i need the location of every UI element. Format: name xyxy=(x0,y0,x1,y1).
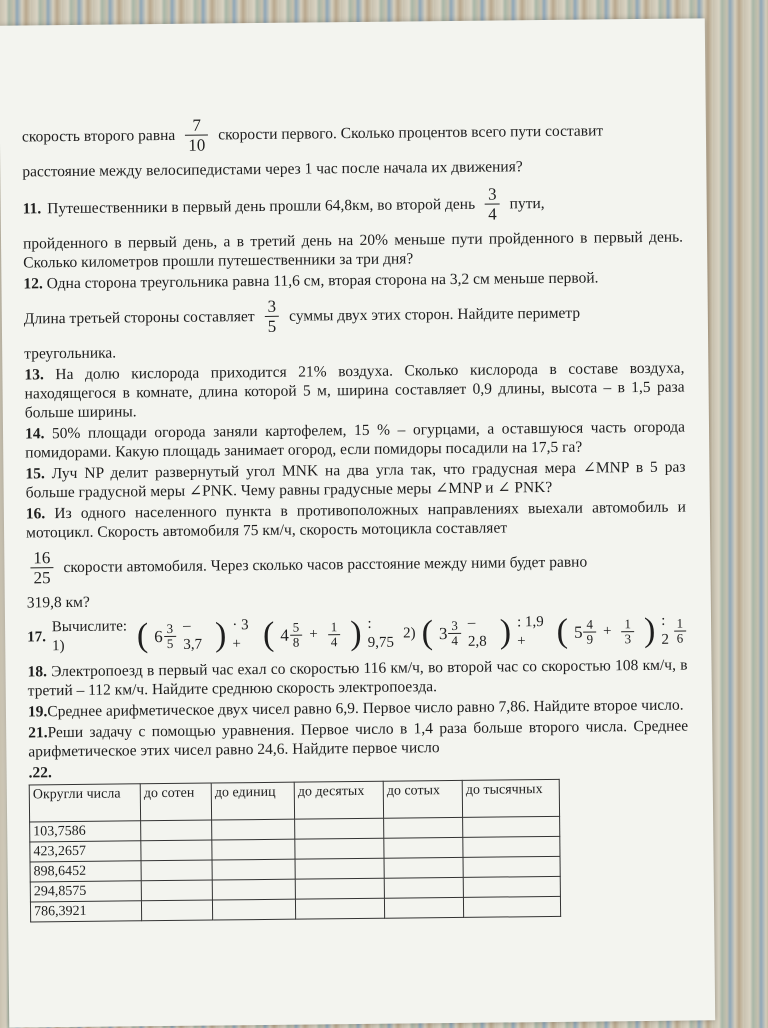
expr-term: – 3,7 xyxy=(182,617,203,653)
problem-text: суммы двух этих сторон. Найдите периметр xyxy=(289,304,581,325)
denominator: 4 xyxy=(330,633,338,649)
problem-text: Среднее арифметическое двух чисел равно 6,9. Первое число равно 7,86. Найдите второе число. xyxy=(47,696,684,721)
problem-22 xyxy=(28,757,688,783)
fraction xyxy=(448,618,461,647)
table-cell-empty xyxy=(295,878,384,899)
table-cell-empty xyxy=(384,817,463,838)
table-cell-empty xyxy=(463,896,560,917)
table-cell-empty xyxy=(295,858,384,879)
problem-17 xyxy=(27,612,687,657)
problem-text: Луч NP делит развернутый угол MNK на два угла так, что градусная мера ∠MNP в 5 раз больше градусной меры ∠PNK. Чему равны градусные меры ∠MNP и ∠ PNK? xyxy=(25,458,686,502)
left-paren: ( xyxy=(262,615,275,653)
numerator: 3 xyxy=(485,184,500,204)
fraction xyxy=(583,617,596,646)
table-cell-empty xyxy=(212,859,295,880)
table-header-cell: до десятых xyxy=(294,781,383,819)
left-paren: ( xyxy=(136,617,149,655)
table-cell-empty xyxy=(463,816,560,837)
numerator: 5 xyxy=(290,620,303,635)
whole-part: 6 xyxy=(154,626,163,646)
problem-text: Из одного населенного пункта в противоположных направлениях выехали автомобиль и мотоцикл. Скорость автомобиля 75 км/ч, скорость мотоцикла составляет xyxy=(25,498,686,542)
table-cell-empty xyxy=(141,880,212,901)
numerator: 3 xyxy=(164,621,177,636)
table-cell-number: 898,6452 xyxy=(30,861,141,882)
fraction xyxy=(328,620,341,649)
problem-10-continuation xyxy=(22,111,682,157)
worksheet-content xyxy=(22,105,690,923)
problem-label: 2) xyxy=(403,624,416,642)
table-cell-empty xyxy=(463,876,560,897)
fraction xyxy=(673,616,686,645)
right-paren: ) xyxy=(643,611,656,649)
table-header-cell: до сотых xyxy=(383,780,462,818)
numerator: 1 xyxy=(328,620,341,635)
denominator: 5 xyxy=(267,316,277,336)
mixed-number xyxy=(154,621,177,650)
problem-text: скорость второго равна xyxy=(21,126,176,146)
problem-12-line-2 xyxy=(24,293,684,339)
table-cell-number: 103,7586 xyxy=(30,821,141,842)
whole-part: 5 xyxy=(573,622,583,642)
table-cell-empty xyxy=(212,819,295,840)
mixed-number xyxy=(439,618,462,647)
table-cell-empty xyxy=(384,857,463,878)
numerator: 16 xyxy=(30,548,53,568)
problem-number: 18. xyxy=(27,663,48,681)
table-cell-empty xyxy=(463,836,560,857)
problem-text: скорости первого. Сколько процентов всего пути составит xyxy=(218,122,604,144)
problem-16 xyxy=(26,498,686,543)
denominator: 10 xyxy=(188,135,206,155)
table-header-cell: до единиц xyxy=(211,782,294,820)
table-cell-empty xyxy=(384,877,463,898)
denominator: 5 xyxy=(166,635,174,651)
problem-text: расстояние между велосипедистами через 1 час после начала их движения? xyxy=(22,158,523,181)
problem-text: Электропоезд в первый час ехал со скоростью 116 км/ч, во второй час со скоростью 108 км/ч, в третий – 112 км/ч. Найдите среднюю скорость электропоезда. xyxy=(27,656,688,700)
fraction xyxy=(621,617,634,646)
problem-21 xyxy=(28,717,688,762)
mixed-number xyxy=(661,612,687,650)
problem-number: 17. xyxy=(27,628,47,645)
paper-sheet xyxy=(0,18,715,1027)
table-cell-empty xyxy=(295,838,384,859)
problem-13 xyxy=(24,359,685,423)
problem-text: Одна сторона треугольника равна 11,6 см, вторая сторона на 3,2 см меньше первой. xyxy=(46,269,599,293)
table-cell-empty xyxy=(141,860,212,881)
fraction xyxy=(485,184,500,223)
problem-text: Путешественники в первый день прошли 64,8км, во второй день xyxy=(47,195,476,218)
table-cell-empty xyxy=(141,900,212,921)
table-cell-empty xyxy=(295,898,384,919)
table-cell-empty xyxy=(463,856,560,877)
problem-18 xyxy=(27,656,687,701)
table-cell-empty xyxy=(212,899,295,920)
expr-term: + xyxy=(602,622,612,639)
numerator: 3 xyxy=(448,618,461,633)
fraction xyxy=(164,621,177,650)
problem-number: 14. xyxy=(24,425,45,443)
table-cell-empty xyxy=(141,840,212,861)
problem-16-line-2 xyxy=(26,542,686,588)
numerator: 1 xyxy=(673,616,686,631)
mixed-number xyxy=(574,617,597,646)
problem-14 xyxy=(25,418,685,463)
problem-number: 11. xyxy=(22,200,42,218)
rounding-table xyxy=(29,779,561,923)
table-header-cell: до сотен xyxy=(140,783,211,821)
expr-term: + xyxy=(309,625,318,643)
problem-text: пройденного в первый день, а в третий день на 20% меньше пути пройденного в первый день. Сколько километров прошли путешественники за три дня? xyxy=(22,228,684,272)
problem-text: Реши задачу с помощью уравнения. Первое число в 1,4 раза больше второго числа. Среднее арифметическое этих чисел равно 24,6. Найдите первое число xyxy=(28,717,689,761)
problem-number: 21. xyxy=(28,724,48,742)
problem-number: .22. xyxy=(28,764,52,782)
problem-label: Вычислите: 1) xyxy=(51,618,128,655)
denominator: 8 xyxy=(292,634,300,650)
table-header-cell: до тысячных xyxy=(462,779,559,817)
problem-12 xyxy=(23,268,683,294)
denominator: 6 xyxy=(676,630,684,646)
denominator: 4 xyxy=(488,204,497,224)
expr-term: : 1,9 + xyxy=(516,614,544,650)
expr-term: – 2,8 xyxy=(467,614,487,650)
table-cell-number: 294,8575 xyxy=(30,881,141,902)
problem-text: Длина третьей стороны составляет xyxy=(23,308,255,328)
denominator: 9 xyxy=(586,631,594,647)
table-header-row xyxy=(29,779,559,822)
expr-term: : 9,75 xyxy=(367,615,395,651)
numerator: 7 xyxy=(185,116,208,136)
whole-part: 3 xyxy=(438,623,448,643)
expr-term: · 3 + xyxy=(232,617,249,653)
problem-text: пути, xyxy=(509,195,545,213)
numerator: 1 xyxy=(621,617,634,632)
table-row xyxy=(30,896,560,922)
numerator: 3 xyxy=(264,297,279,317)
right-paren: ) xyxy=(214,616,227,654)
problem-number: 19. xyxy=(27,703,48,721)
fraction xyxy=(264,297,279,336)
denominator: 25 xyxy=(33,568,51,588)
fraction xyxy=(30,548,53,587)
problem-number: 12. xyxy=(23,275,43,293)
problem-11 xyxy=(22,183,682,229)
left-paren: ( xyxy=(421,614,434,652)
problem-number: 16. xyxy=(25,505,46,523)
problem-text: 50% площади огорода заняли картофелем, 15 % – огурцами, а оставшуюся часть огорода помидорами. Какую площадь занимает огород, если помидоры посадили на 17,5 га? xyxy=(25,418,686,462)
table-cell-empty xyxy=(384,897,463,918)
numerator: 4 xyxy=(583,617,596,632)
problem-number: 15. xyxy=(25,465,45,483)
table-header-cell: Округли числа xyxy=(29,784,140,822)
fraction xyxy=(290,620,303,649)
mixed-number xyxy=(280,620,303,649)
left-paren: ( xyxy=(556,612,569,650)
table-cell-number: 786,3921 xyxy=(30,901,141,922)
whole-part: 4 xyxy=(280,625,289,645)
problem-text: скорости автомобиля. Через сколько часов расстояние между ними будет равно xyxy=(63,553,588,577)
expr-term: : 2 xyxy=(661,612,669,648)
problem-number: 13. xyxy=(24,366,44,384)
problem-text: треугольника. xyxy=(24,344,117,363)
table-cell-number: 423,2657 xyxy=(30,841,141,862)
table-cell-empty xyxy=(295,818,384,839)
table-cell-empty xyxy=(212,839,295,860)
fraction xyxy=(185,116,208,155)
problem-15 xyxy=(25,458,685,503)
denominator: 4 xyxy=(451,632,459,648)
table-cell-empty xyxy=(384,837,463,858)
denominator: 3 xyxy=(624,630,632,646)
problem-text: 319,8 км? xyxy=(26,593,90,612)
table-cell-empty xyxy=(141,820,212,841)
problem-text: На долю кислорода приходится 21% воздуха. Сколько кислорода в составе воздуха, находящегося в комнате, длина которой 5 м, ширина составляет 0,9 длины, высота – в 1,5 раза больше ширины. xyxy=(24,359,685,422)
right-paren: ) xyxy=(350,614,362,653)
right-paren: ) xyxy=(499,613,512,651)
table-cell-empty xyxy=(212,879,295,900)
